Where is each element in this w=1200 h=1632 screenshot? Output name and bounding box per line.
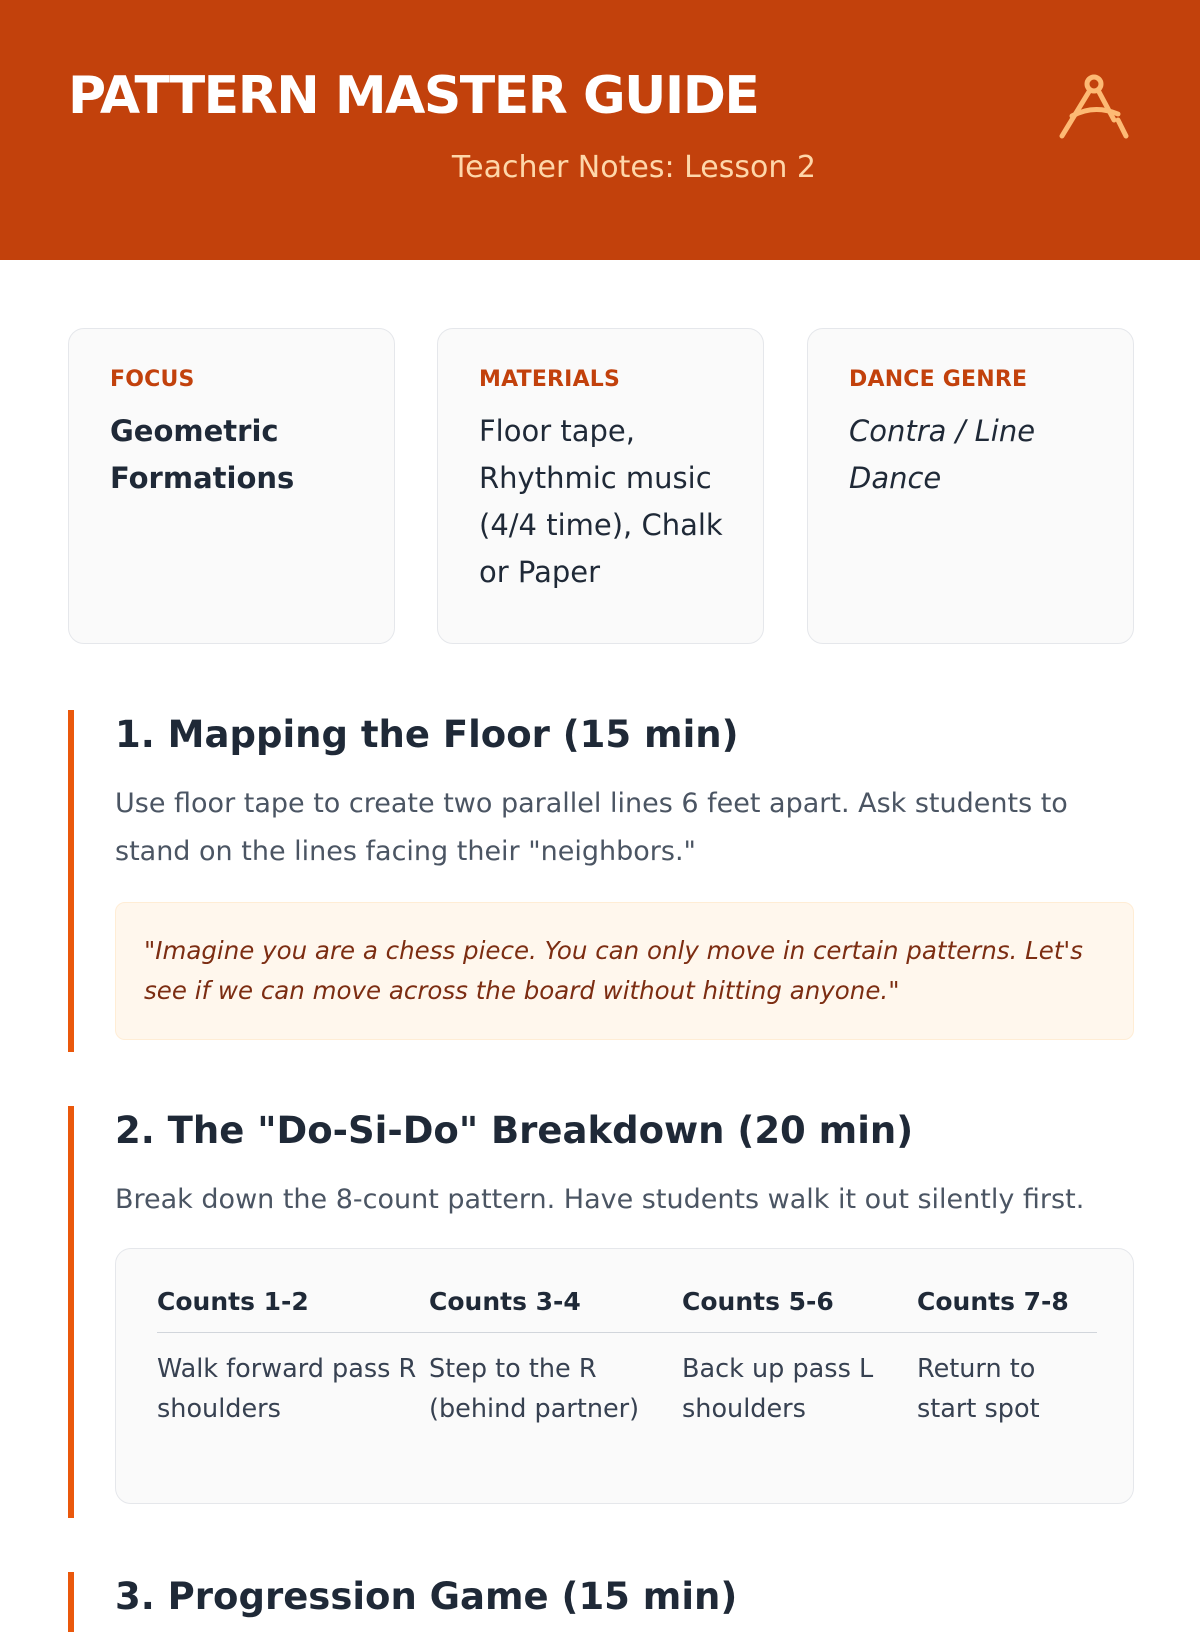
table-cell: Return to start spot [917,1354,1040,1424]
page-subtitle: Teacher Notes: Lesson 2 [451,150,816,185]
section-title: 3. Progression Game (15 min) [115,1575,738,1618]
table-cell: Walk forward pass R shoulders [157,1354,417,1424]
header-banner [0,0,1200,260]
page-title: PATTERN MASTER GUIDE [68,66,759,126]
table-row [157,1333,1097,1430]
table-header: Counts 3-4 [429,1287,682,1333]
card-label: DANCE GENRE [849,367,1028,392]
table-header: Counts 7-8 [917,1287,1097,1333]
materials-card [437,328,764,644]
table-cell: Back up pass L shoulders [682,1354,874,1424]
section-progression-game [68,1572,1134,1632]
teacher-quote: "Imagine you are a chess piece. You can only move in certain patterns. Let's see if we can move across the board without hitting anyone." [115,902,1134,1040]
count-table-card [115,1248,1134,1504]
section-title: 2. The "Do-Si-Do" Breakdown (20 min) [115,1109,914,1152]
section-text: Use floor tape to create two parallel lines 6 feet apart. Ask students to stand on the lines facing their "neighbors." [115,788,1068,867]
section-mapping-the-floor [68,710,1134,1052]
info-cards [68,328,1134,644]
card-label: MATERIALS [479,367,621,392]
card-value: Floor tape, Rhythmic music (4/4 time), Chalk or Paper [479,414,723,589]
card-value: Geometric Formations [110,414,295,495]
compass-icon [1058,70,1130,142]
count-table [157,1287,1097,1429]
focus-card [68,328,395,644]
section-do-si-do [68,1106,1134,1518]
table-header-row [157,1287,1097,1333]
section-text: Break down the 8-count pattern. Have students walk it out silently first. [115,1184,1085,1215]
card-value: Contra / Line Dance [849,414,1036,495]
genre-card [807,328,1134,644]
table-header: Counts 1-2 [157,1287,429,1333]
table-cell: Step to the R (behind partner) [429,1354,640,1424]
section-title: 1. Mapping the Floor (15 min) [115,713,739,756]
table-header: Counts 5-6 [682,1287,917,1333]
card-label: FOCUS [110,367,195,392]
